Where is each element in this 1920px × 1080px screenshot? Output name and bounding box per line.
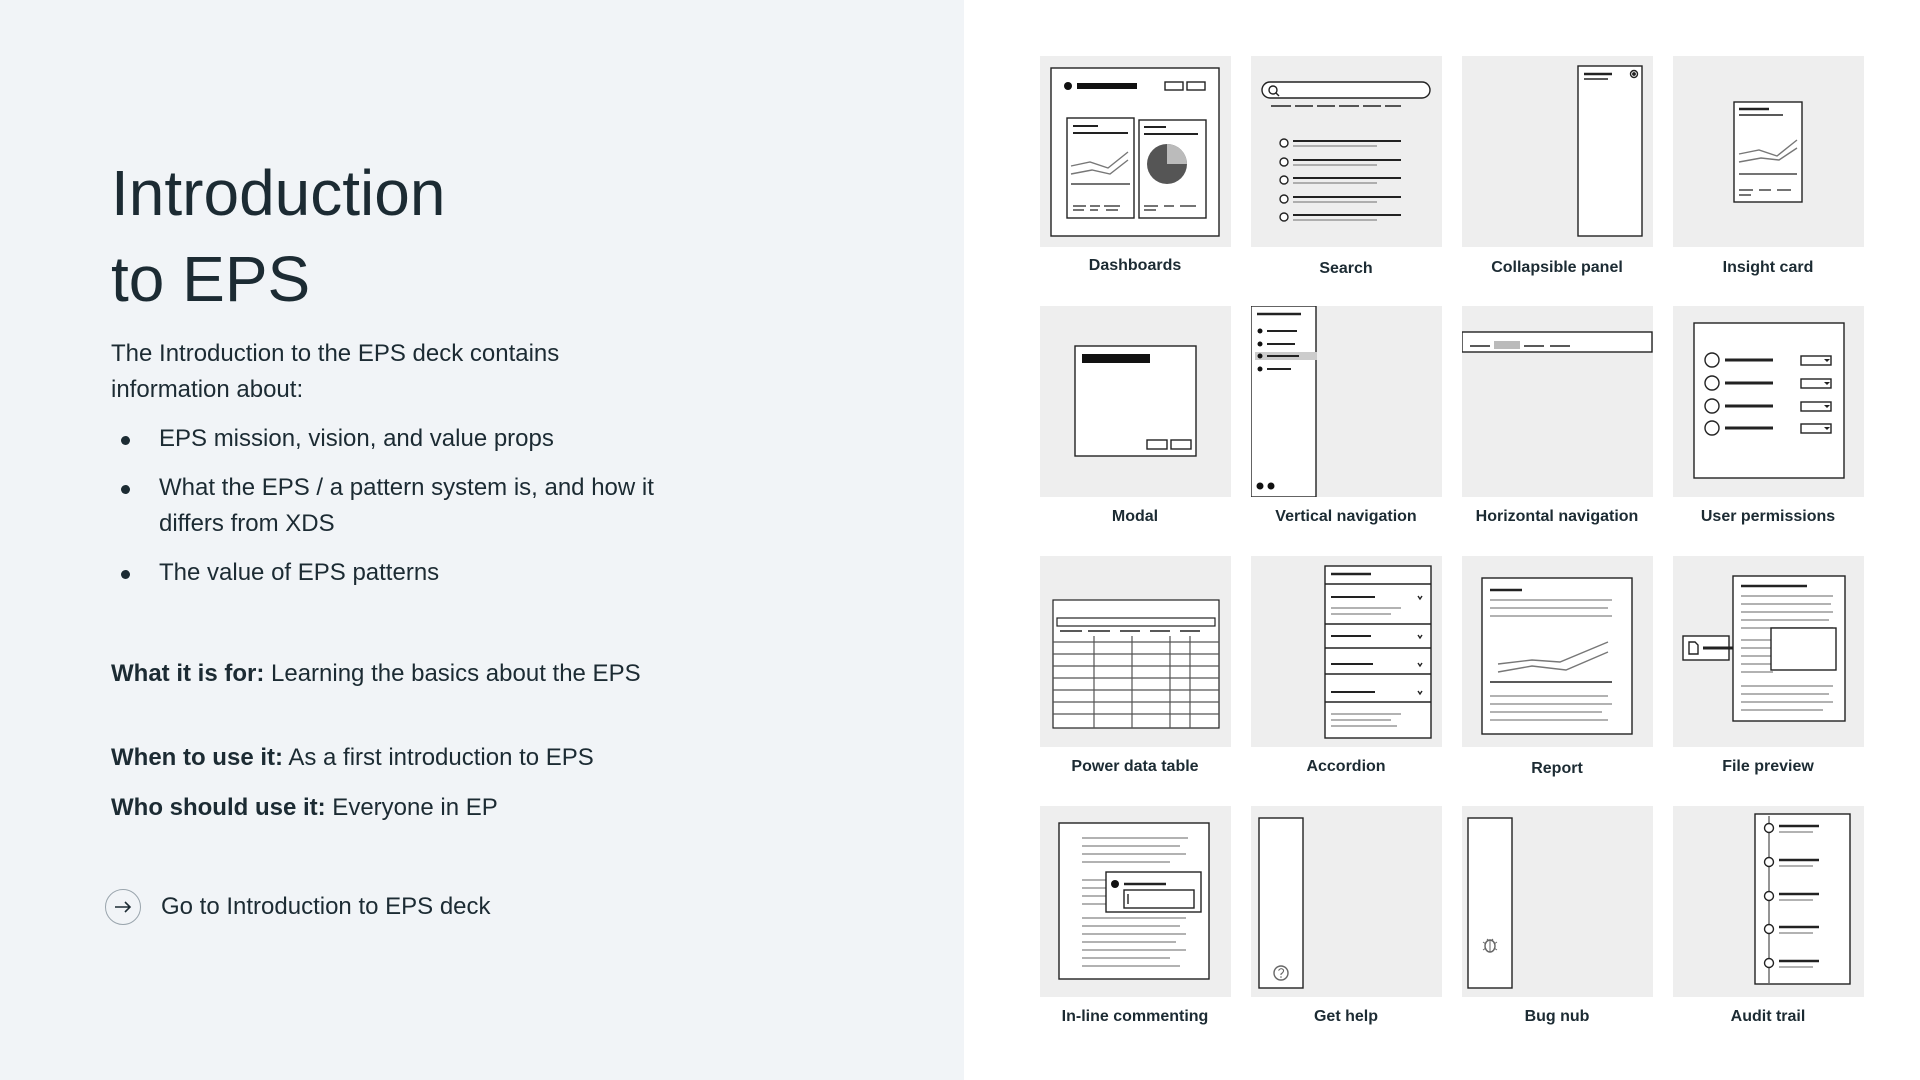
list-item (111, 555, 671, 591)
inline-commenting-thumbnail[interactable] (1040, 806, 1231, 997)
list-item (111, 470, 671, 542)
vertical-navigation-thumbnail[interactable] (1251, 306, 1442, 497)
who-value: Everyone in EP (325, 794, 498, 821)
dashboards-thumbnail[interactable] (1040, 56, 1231, 247)
go-to-deck-label: Go to Introduction to EPS deck (161, 893, 491, 920)
pattern-label: Insight card (1722, 259, 1814, 276)
list-item-text: EPS mission, vision, and value props (159, 425, 554, 452)
pattern-label: Get help (1313, 1008, 1378, 1025)
pattern-label: Dashboards (1088, 257, 1182, 274)
title-line-1: Introduction (111, 157, 446, 229)
pattern-label: Horizontal navigation (1475, 508, 1639, 525)
audit-trail-thumbnail[interactable] (1673, 806, 1864, 997)
pattern-gallery (964, 0, 1920, 1080)
pattern-label: File preview (1722, 758, 1814, 775)
modal-thumbnail[interactable] (1040, 306, 1231, 497)
list-item (111, 421, 671, 457)
when-label: When to use it: (111, 744, 283, 771)
page-title (111, 150, 445, 322)
pattern-label: Bug nub (1524, 1008, 1590, 1025)
what-label: What it is for: (111, 660, 265, 687)
collapsible-panel-thumbnail[interactable] (1462, 56, 1653, 247)
pattern-label: In-line commenting (1061, 1008, 1209, 1025)
intro-text: The Introduction to the EPS deck contains information about: (111, 340, 560, 403)
accordion-thumbnail[interactable] (1251, 556, 1442, 747)
bullet-icon (121, 570, 130, 579)
when-value: As a first introduction to EPS (282, 744, 594, 771)
when-to-use (111, 740, 671, 776)
bullet-icon (121, 436, 130, 445)
list-item-text: The value of EPS patterns (159, 559, 440, 586)
pattern-label: Power data table (1071, 758, 1199, 775)
pattern-label: Search (1319, 260, 1373, 277)
get-help-thumbnail[interactable] (1251, 806, 1442, 997)
user-permissions-thumbnail[interactable] (1673, 306, 1864, 497)
file-preview-thumbnail[interactable] (1673, 556, 1864, 747)
pattern-label: Modal (1111, 508, 1159, 525)
pattern-label: Accordion (1306, 758, 1386, 775)
arrow-right-icon (105, 889, 141, 925)
pattern-label: User permissions (1700, 508, 1836, 525)
who-label: Who should use it: (111, 794, 326, 821)
pattern-label: Collapsible panel (1491, 259, 1623, 276)
title-line-2: to EPS (111, 243, 311, 315)
pattern-label: Vertical navigation (1275, 508, 1417, 525)
report-thumbnail[interactable] (1462, 556, 1653, 747)
list-item-text: What the EPS / a pattern system is, and how it differs from XDS (159, 474, 654, 537)
power-data-table-thumbnail[interactable] (1040, 556, 1231, 747)
bug-nub-thumbnail[interactable] (1462, 806, 1653, 997)
what-value: Learning the basics about the EPS (264, 660, 641, 687)
horizontal-navigation-thumbnail[interactable] (1462, 306, 1653, 497)
insight-card-thumbnail[interactable] (1673, 56, 1864, 247)
topic-list (111, 421, 671, 604)
pattern-label: Audit trail (1730, 1008, 1806, 1025)
bullet-icon (121, 485, 130, 494)
search-thumbnail[interactable] (1251, 56, 1442, 247)
go-to-deck-link[interactable] (105, 889, 491, 925)
who-should-use (111, 790, 671, 826)
pattern-label: Report (1531, 760, 1583, 777)
what-it-is-for (111, 656, 671, 692)
